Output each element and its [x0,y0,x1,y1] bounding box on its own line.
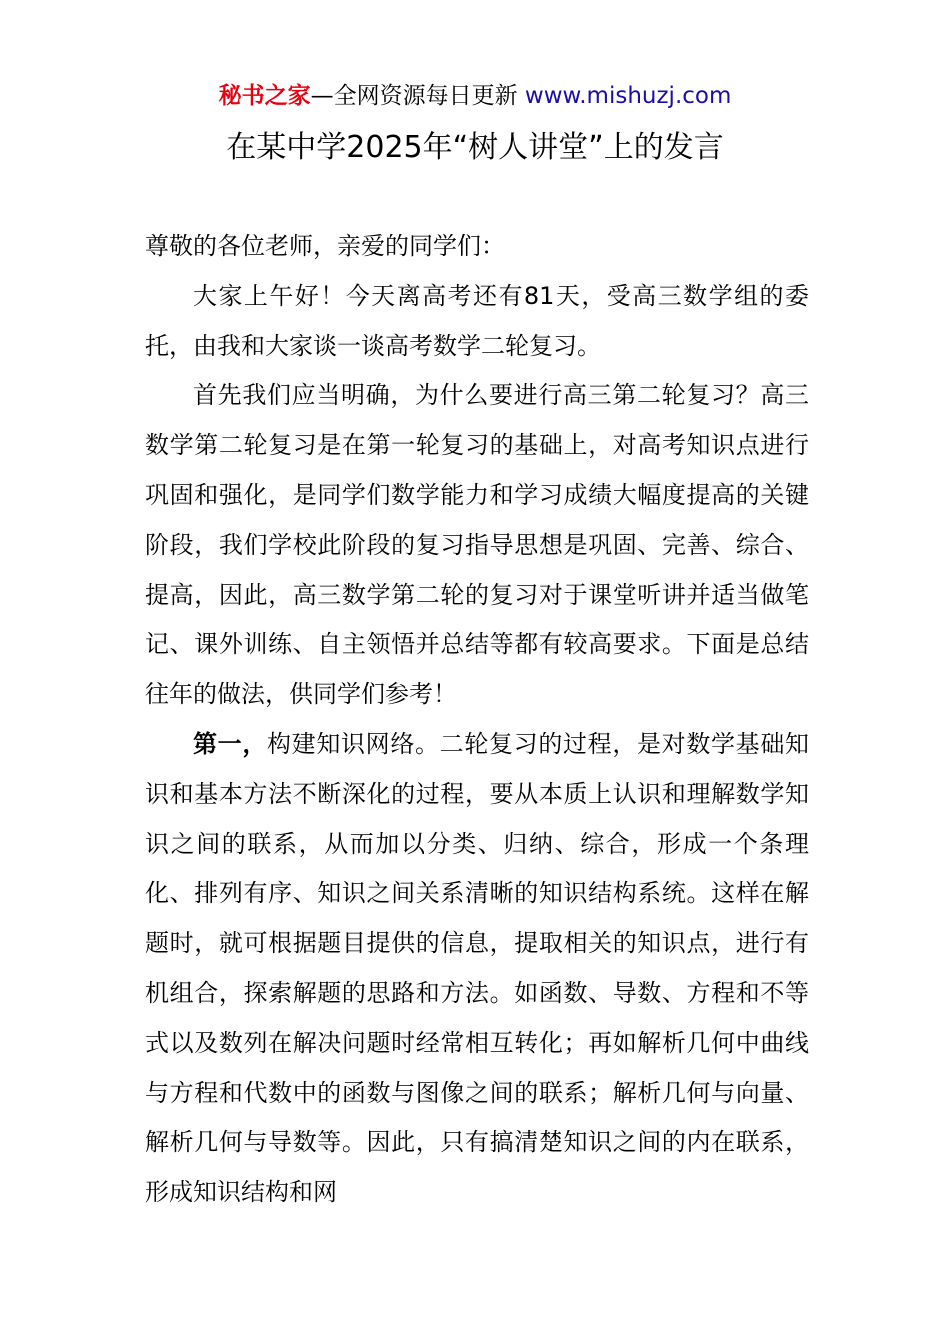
first-point-body: 构建知识网络。二轮复习的过程，是对数学基础知识和基本方法不断深化的过程，要从本质上认识和理解数学知识之间的联系，从而加以分类、归纳、综合，形成一个条理化、排列有序、知识之间关系清晰的知识结构系统。这样在解题时，就可根据题目提供的信息，提取相关的知识点，进行有机组合，探索解题的思路和方法。如函数、导数、方程和不等式以及数列在解决问题时经常相互转化；再如解析几何中曲线与方程和代数中的函数与图像之间的联系；解析几何与向量、解析几何与导数等。因此，只有搞清楚知识之间的内在联系，形成知识结构和网 [145,729,809,1207]
brand-name: 秘书之家 [218,83,311,109]
site-header [0,80,950,112]
header-tagline: —全网资源每日更新 [310,83,518,109]
first-point-lead: 第一， [193,729,267,758]
document-title: 在某中学2025年“树人讲堂”上的发言 [226,130,724,165]
site-url-link[interactable]: www.mishuzj.com [524,83,732,109]
document-body [145,222,809,1218]
paragraph-purpose: 首先我们应当明确，为什么要进行高三第二轮复习？高三数学第二轮复习是在第一轮复习的基础上，对高考知识点进行巩固和强化，是同学们数学能力和学习成绩大幅度提高的关键阶段，我们学校此阶段的复习指导思想是巩固、完善、综合、提高，因此，高三数学第二轮的复习对于课堂听讲并适当做笔记、课外训练、自主领悟并总结等都有较高要求。下面是总结往年的做法，供同学们参考！ [145,381,809,709]
paragraph-first-point [145,720,809,1218]
paragraph-greeting: 大家上午好！今天离高考还有81天，受高三数学组的委托，由我和大家谈一谈高考数学二轮复习。 [145,281,809,360]
salutation: 尊敬的各位老师，亲爱的同学们： [145,232,505,260]
